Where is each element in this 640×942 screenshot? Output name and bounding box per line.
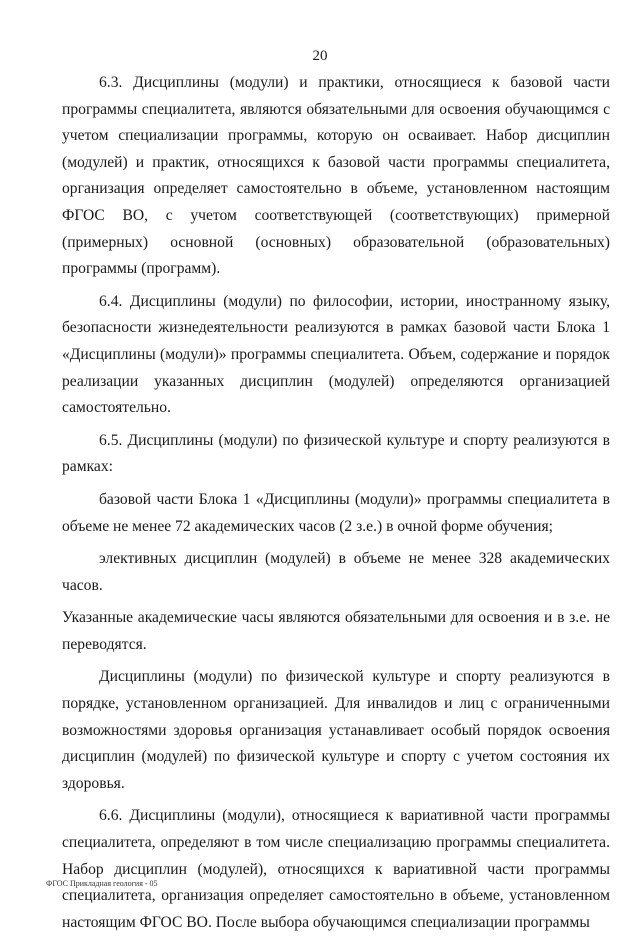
- paragraph-6-5-item-elective: элективных дисциплин (модулей) в объеме не менее 328 академических часов.: [62, 550, 610, 594]
- footer-note: ФГОС Прикладная геология - 05: [46, 879, 158, 888]
- paragraph-6-3: 6.3. Дисциплины (модули) и практики, относящиеся к базовой части программы специалитета, являются обязательными для освоения обучающимся с учетом специализации программы, которую он осваивает. Набор дисциплин (модулей) и практик, относящихся к базовой части программы специалитета, организация определяет самостоятельно в объеме, установленном настоящим ФГОС ВО, с учетом соответствующей (соответствующих) примерной (примерных) основной (основных) образовательной (образовательных) программы (программ).: [62, 74, 610, 278]
- paragraph-6-5-item-base: базовой части Блока 1 «Дисциплины (модули)» программы специалитета в объеме не менее 72 академических часов (2 з.е.) в очной форме обучения;: [62, 490, 610, 535]
- paragraph-6-6: 6.6. Дисциплины (модули), относящиеся к вариативной части программы специалитета, определяют в том числе специализацию программы специалитета. Набор дисциплин (модулей), относящихся к вариативной части программы специалитета, организация определяет самостоятельно в объеме, установленном настоящим ФГОС ВО. После выбора обучающимся специализации программы: [62, 807, 610, 931]
- page-number: 20: [312, 48, 328, 64]
- paragraph-6-4: 6.4. Дисциплины (модули) по философии, истории, иностранному языку, безопасности жизнедеятельности реализуются в рамках базовой части Блока 1 «Дисциплины (модули)» программы специалитета. Объем, содержание и порядок реализации указанных дисциплин (модулей) определяются организацией самостоятельно.: [62, 292, 610, 417]
- paragraph-6-5: 6.5. Дисциплины (модули) по физической культуре и спорту реализуются в рамках:: [62, 431, 610, 476]
- document-body: [62, 70, 610, 942]
- paragraph-physical-culture: Дисциплины (модули) по физической культуре и спорту реализуются в порядке, установленном организацией. Для инвалидов и лиц с ограниченными возможностями здоровья организация устанавливает особый порядок освоения дисциплин (модулей) по физической культуре и спорту с учетом состояния их здоровья.: [62, 668, 610, 792]
- paragraph-6-5-note: Указанные академические часы являются обязательными для освоения и в з.е. не переводятся.: [62, 609, 610, 653]
